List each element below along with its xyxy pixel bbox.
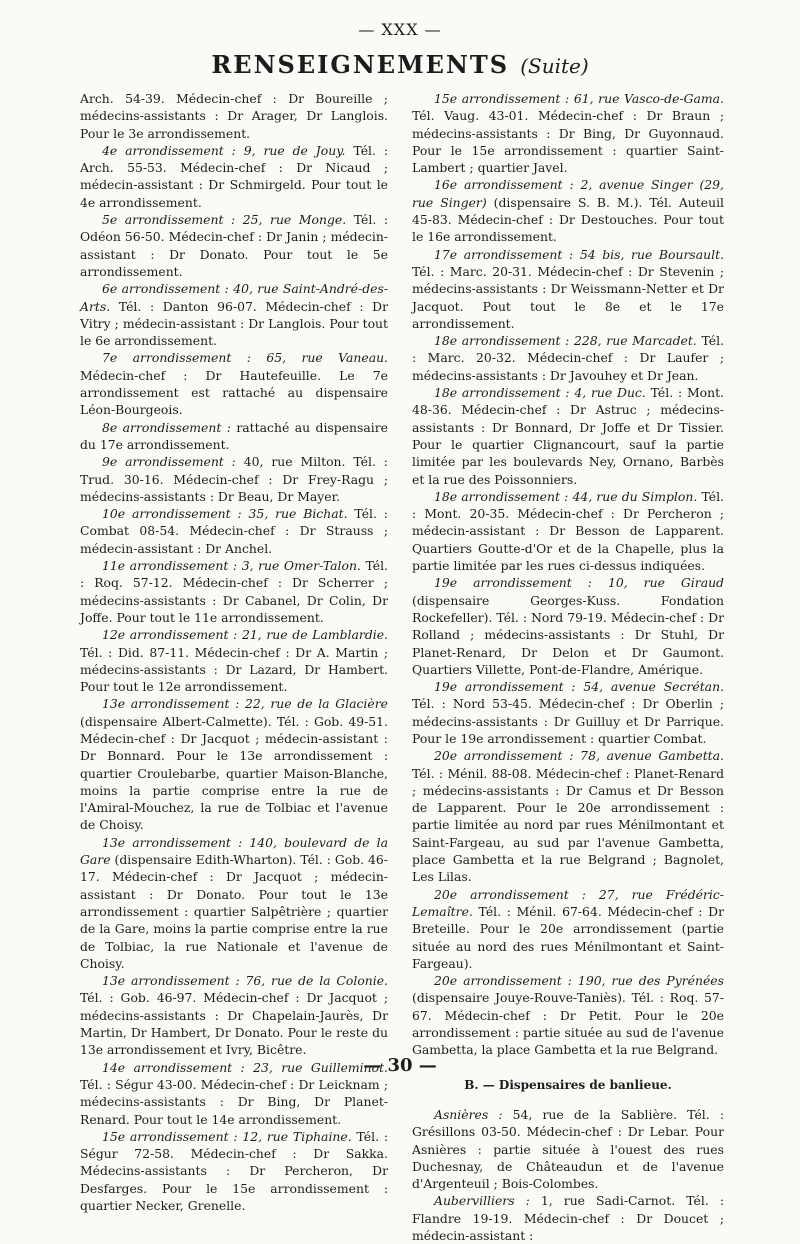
section-heading-b: B. — Dispensaires de banlieue. <box>464 1077 672 1092</box>
entry-text: (dispensaire S. B. M.). Tél. Auteuil 45-83. Médecin-chef : Dr Destouches. Pour tout le 16e arrondissement. <box>412 194 724 245</box>
entry-label: 16e arrondissement : 2, avenue Singer (29, rue Singer) <box>412 177 724 210</box>
entry-text: (dispensaire Georges-Kuss. Fondation Rockefeller). Tél. : Nord 79-19. Médecin-chef : Dr Rolland ; médecins-assistants : Dr Stuhl, Dr Planet-Renard, Dr Delon et Dr Gaumont. Quartiers Villette, Pont-de-Flandre, Amérique. <box>412 592 724 677</box>
entry-label: 13e arrondissement : 76, rue de la Colonie. <box>102 973 388 989</box>
page-number: — 30 — <box>363 1055 437 1076</box>
entry-paragraph <box>80 349 388 418</box>
entry-text: Tél. : Ségur 72-58. Médecin-chef : Dr Sakka. Médecins-assistants : Dr Percheron, Dr Desfarges. Pour le 15e arrondissement : quartier Necker, Grenelle. <box>80 1128 389 1213</box>
entry-paragraph <box>412 332 724 384</box>
entry-paragraph <box>412 246 724 332</box>
entry-paragraph <box>412 384 724 488</box>
entry-paragraph <box>80 1128 388 1214</box>
entry-text: (dispensaire Edith-Wharton). Tél. : Gob. 46-17. Médecin-chef : Dr Jacquot ; médecin-assistant : Dr Donato. Pour tout le 13e arrondissement : quartier Salpêtrière ; quartier de la Gare, moins la partie comprise entre la rue de Tolbiac, la rue Nationale et l'avenue de Choisy. <box>80 852 388 971</box>
entry-text: (dispensaire Albert-Calmette). Tél. : Gob. 49-51. Médecin-chef : Dr Jacquot ; médecin-assistant : Dr Bonnard. Pour le 13e arrondissement : quartier Croulebarbe, quartier Maison-Blanche, moins la partie comprise entre la rue de l'Amiral-Mouchez, la rue de Tolbiac et l'avenue de Choisy. <box>80 713 388 833</box>
entry-label: 17e arrondissement : 54 bis, rue Boursault. <box>434 246 724 262</box>
entry-label: 6e arrondissement : 40, rue Saint-André-des-Arts. <box>80 281 388 314</box>
entry-text: Tél. : Ségur 43-00. Médecin-chef : Dr Leicknam ; médecins-assistants : Dr Bing, Dr Planet-Renard. Pour tout le 14e arrondissement. <box>80 1076 388 1127</box>
entry-label: 20e arrondissement : 190, rue des Pyrénées <box>434 973 724 989</box>
entry-text: Tél. : Ménil. 67-64. Médecin-chef : Dr Breteille. Pour le 20e arrondissement (partie située au nord des rues Ménilmontant et Saint-Fargeau). <box>412 903 724 971</box>
entry-text: Médecin-chef : Dr Hautefeuille. Le 7e arrondissement est rattaché au dispensaire Léon-Bourgeois. <box>80 367 388 418</box>
heading-suite: (Suite) <box>520 54 589 78</box>
entry-label: 18e arrondissement : 44, rue du Simplon. <box>434 488 698 504</box>
entry-label: 18e arrondissement : 228, rue Marcadet. <box>434 333 697 349</box>
entry-paragraph <box>80 972 388 1058</box>
running-header: — XXX — <box>358 20 442 39</box>
entry-paragraph <box>80 90 388 142</box>
entry-label: 7e arrondissement : 65, rue Vaneau. <box>102 350 388 366</box>
entry-paragraph <box>412 574 724 678</box>
entry-paragraph <box>412 90 724 176</box>
entry-text: Tél. : Danton 96-07. Médecin-chef : Dr Vitry ; médecin-assistant : Dr Langlois. Pour tout le 6e arrondissement. <box>80 298 388 349</box>
entry-paragraph <box>412 176 724 245</box>
entry-label: 20e arrondissement : 27, rue Frédéric-Lemaître. <box>412 886 724 919</box>
entry-text: Arch. 54-39. Médecin-chef : Dr Boureille ; médecins-assistants : Dr Arager, Dr Langlois. Pour le 3e arrondissement. <box>80 91 388 141</box>
entry-label: 5e arrondissement : 25, rue Monge. <box>102 212 347 228</box>
entry-label: 4e arrondissement : 9, rue de Jouy. <box>102 142 346 158</box>
entry-text: Tél. : Marc. 20-31. Médecin-chef : Dr Stevenin ; médecins-assistants : Dr Weissmann-Netter et Dr Jacquot. Pout tout le 8e et le 17e arrondissement. <box>412 263 724 331</box>
entry-paragraph <box>412 488 724 574</box>
entry-paragraph <box>80 211 388 280</box>
entry-label: 9e arrondissement : <box>102 454 236 470</box>
entry-label: Asnières : <box>434 1106 503 1122</box>
right-column-entries <box>412 90 724 1059</box>
entry-text: Tél. Vaug. 43-01. Médecin-chef : Dr Braun ; médecins-assistants : Dr Bing, Dr Guyonnaud. Pour le 15e arrondissement : quartier Saint-Lambert ; quartier Javel. <box>412 108 724 176</box>
entry-label: 15e arrondissement : 61, rue Vasco-de-Gama. <box>434 91 724 106</box>
entry-paragraph <box>412 972 724 1058</box>
entry-text: Tél. : Combat 08-54. Médecin-chef : Dr Strauss ; médecin-assistant : Dr Anchel. <box>80 506 388 556</box>
entry-text: Tél. : Ménil. 88-08. Médecin-chef : Planet-Renard ; médecins-assistants : Dr Camus et Dr Besson de Lapparent. Pour le 20e arrondissement : partie limitée au nord par rues Ménilmontant et Saint-Fargeau, au sud par l'avenue Gambetta, place Gambetta et la rue Belgrand ; Bagnolet, Les Lilas. <box>412 765 724 885</box>
entry-label: Aubervilliers : <box>434 1193 530 1209</box>
entry-paragraph <box>80 695 388 833</box>
entry-text: Tél. : Odéon 56-50. Médecin-chef : Dr Janin ; médecin-assistant : Dr Donato. Pour tout le 5e arrondissement. <box>80 212 388 279</box>
page-heading <box>0 50 800 79</box>
entry-label: 13e arrondissement : 22, rue de la Glacière <box>102 696 388 712</box>
entry-label: 15e arrondissement : 12, rue Tiphaine. <box>102 1128 352 1144</box>
entry-text: Tél. : Arch. 55-53. Médecin-chef : Dr Nicaud ; médecin-assistant : Dr Schmirgeld. Pour tout le 4e arrondissement. <box>80 142 388 210</box>
entry-label: 12e arrondissement : 21, rue de Lamblardie. <box>102 627 388 643</box>
entry-label: 20e arrondissement : 78, avenue Gambetta. <box>434 748 724 764</box>
entry-label: 14e arrondissement : 23, rue Guilleminot. <box>102 1059 388 1075</box>
entry-paragraph <box>80 834 388 972</box>
entry-paragraph <box>80 505 388 557</box>
entry-label: 18e arrondissement : 4, rue Duc. <box>434 385 646 401</box>
entry-text: Tél. : Mont. 48-36. Médecin-chef : Dr Astruc ; médecins-assistants : Dr Bonnard, Dr Joffe et Dr Tissier. Pour le quartier Clignancourt, sauf la partie limitée par les boulevards Ney, Ornano, Barbès et la rue des Poissonniers. <box>412 385 725 487</box>
heading-title: RENSEIGNEMENTS <box>211 50 510 79</box>
entry-text: Tél. : Nord 53-45. Médecin-chef : Dr Oberlin ; médecins-assistants : Dr Guilluy et Dr Parrique. Pour le 19e arrondissement : quartier Combat. <box>412 696 724 746</box>
entry-paragraph <box>412 1106 724 1192</box>
entry-label: 10e arrondissement : 35, rue Bichat. <box>102 506 348 522</box>
entry-text: Tél. : Roq. 57-12. Médecin-chef : Dr Scherrer ; médecins-assistants : Dr Cabanel, Dr Colin, Dr Joffe. Pour tout le 11e arrondissement. <box>80 558 388 625</box>
entry-paragraph <box>412 747 724 885</box>
entry-text: 1, rue Sadi-Carnot. Tél. : Flandre 19-19. Médecin-chef : Dr Doucet ; médecin-assistant : <box>412 1193 724 1243</box>
entry-paragraph <box>80 419 388 454</box>
entry-label: 11e arrondissement : 3, rue Omer-Talon. <box>102 558 361 574</box>
entry-text: rattaché au dispensaire du 17e arrondissement. <box>80 419 388 452</box>
entry-text: 54, rue de la Sablière. Tél. : Grésillons 03-50. Médecin-chef : Dr Lebar. Pour Asnières : partie située à l'ouest des rues Duchesnay, de Châteaudun et de l'avenue d'Argenteuil ; Bois-Colombes. <box>412 1106 724 1192</box>
entry-paragraph <box>412 678 724 747</box>
left-column <box>80 90 388 1214</box>
entry-text: Tél. : Marc. 20-32. Médecin-chef : Dr Laufer ; médecins-assistants : Dr Javouhey et Dr Jean. <box>412 333 724 383</box>
right-column-entries-b <box>412 1106 724 1244</box>
entry-text: Tél. : Mont. 20-35. Médecin-chef : Dr Percheron ; médecin-assistant : Dr Besson de Lapparent. Quartiers Goutte-d'Or et de la Chapelle, plus la partie limitée par les rues ci-dessus indiquées. <box>412 488 724 574</box>
entry-paragraph <box>412 1192 724 1244</box>
entry-paragraph <box>80 453 388 505</box>
entry-paragraph <box>412 886 724 972</box>
entry-paragraph <box>80 557 388 626</box>
entry-text: Tél. : Did. 87-11. Médecin-chef : Dr A. Martin ; médecins-assistants : Dr Lazard, Dr Hambert. Pour tout le 12e arrondissement. <box>80 644 388 695</box>
entry-paragraph <box>80 142 388 211</box>
entry-label: 8e arrondissement : <box>102 419 231 435</box>
entry-paragraph <box>80 280 388 349</box>
entry-label: 19e arrondissement : 10, rue Giraud <box>434 575 724 591</box>
entry-text: 40, rue Milton. Tél. : Trud. 30-16. Médecin-chef : Dr Frey-Ragu ; médecins-assistants : Dr Beau, Dr Mayer. <box>80 454 388 504</box>
entry-text: Tél. : Gob. 46-97. Médecin-chef : Dr Jacquot ; médecins-assistants : Dr Chapelain-Jaurès, Dr Martin, Dr Hambert, Dr Donato. Pour le reste du 13e arrondissement et Ivry, Bicêtre. <box>80 990 388 1058</box>
entry-label: 13e arrondissement : 140, boulevard de la Gare <box>80 834 388 868</box>
entry-label: 19e arrondissement : 54, avenue Secrétan. <box>434 679 724 695</box>
entry-paragraph <box>80 626 388 695</box>
entry-text: (dispensaire Jouye-Rouve-Taniès). Tél. : Roq. 57-67. Médecin-chef : Dr Petit. Pour le 20e arrondissement : partie située au sud de l'avenue Gambetta, la place Gambetta et la rue Belgrand. <box>412 990 724 1058</box>
